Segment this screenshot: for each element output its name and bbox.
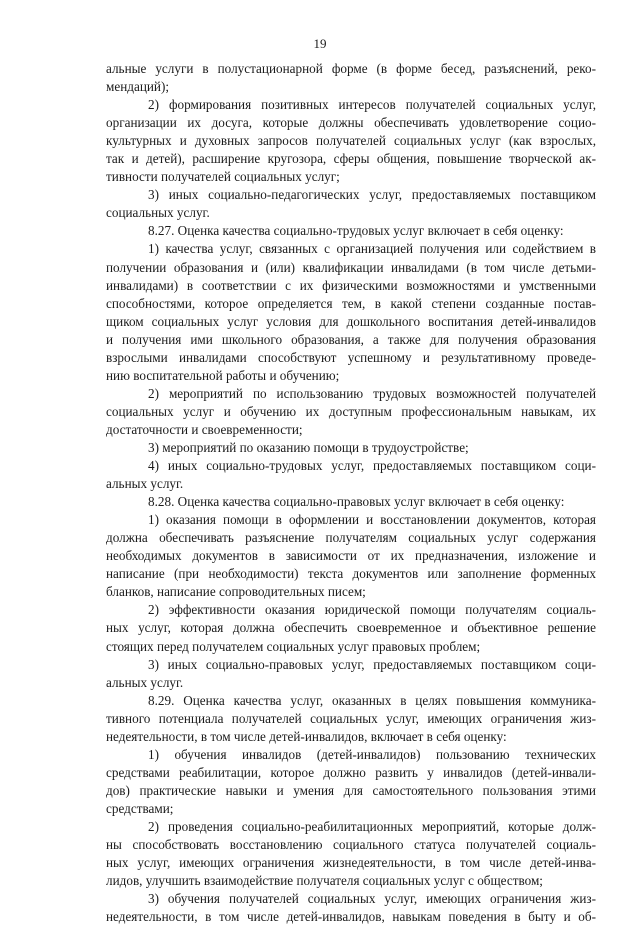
text-line: 3) мероприятий по оказанию помощи в трудоустройстве; — [148, 439, 469, 455]
text-line: получении образования и (или) квалификации инвалидами (в том числе детьми- — [106, 259, 596, 275]
text-line: способностями, которое определяется тем, в какой степени созданные постав- — [106, 295, 596, 311]
text-line: тивности получателей социальных услуг; — [106, 169, 340, 185]
text-line: 3) иных социально-правовых услуг, предоставляемых поставщиком соци- — [148, 656, 596, 672]
text-line: 8.29. Оценка качества услуг, оказанных в целях повышения коммуника- — [148, 692, 596, 708]
text-line: недеятельности, в том числе детей-инвалидов, навыкам поведения в быту и об- — [106, 909, 596, 925]
text-line: 3) иных социально-педагогических услуг, предоставляемых поставщиком — [148, 187, 596, 203]
text-line: 1) обучения инвалидов (детей-инвалидов) пользованию технических — [148, 746, 596, 762]
text-line: достаточности и своевременности; — [106, 421, 303, 437]
text-line: 1) оказания помощи в оформлении и восстановлении документов, которая — [148, 512, 596, 528]
text-line: ны способствовать восстановлению социального статуса получателей социаль- — [106, 837, 596, 853]
text-line: тивного потенциала получателей социальных услуг, имеющих ограничения жиз- — [106, 710, 596, 726]
text-line: культурных и духовных запросов получателей социальных услуг (как взрослых, — [106, 133, 596, 149]
text-line: взрослыми инвалидами способствуют успешному и результативному проведе- — [106, 349, 596, 365]
text-line: 3) обучения получателей социальных услуг, имеющих ограничения жиз- — [148, 891, 596, 907]
text-line: 2) проведения социально-реабилитационных мероприятий, которые долж- — [148, 818, 596, 834]
text-line: написание (при необходимости) текста документов или заполнение форменных — [106, 566, 596, 582]
text-line: инвалидами) в соответствии с их физическими возможностями и умственными — [106, 277, 596, 293]
text-line: и получения ими школьного образования, а также для получения образования — [106, 331, 596, 347]
text-line: лидов, улучшить взаимодействие получателя социальных услуг с обществом; — [106, 873, 543, 889]
text-line: так и детей), расширение кругозора, сферы общения, повышение творческой ак- — [106, 151, 596, 167]
text-line: необходимых документов в зависимости от их предназначения, изложение и — [106, 548, 596, 564]
document-body — [106, 60, 596, 926]
text-line: ных услуг, которая должна обеспечить своевременное и объективное решение — [106, 620, 596, 636]
text-line: ных услуг, имеющих ограничения жизнедеятельности, в том числе детей-инва- — [106, 855, 596, 871]
text-line: альных услуг. — [106, 476, 184, 492]
text-line: средствами реабилитации, которое должно развить у инвалидов (детей-инвали- — [106, 764, 596, 780]
text-line: альные услуги в полустационарной форме (в форме бесед, разъяснений, реко- — [106, 61, 596, 76]
text-line: 2) эффективности оказания юридической помощи получателям социаль- — [148, 602, 596, 618]
text-line: 8.28. Оценка качества социально-правовых услуг включает в себя оценку: — [148, 494, 565, 510]
text-line: социальных услуг и обучению их доступным профессиональным навыкам, их — [106, 403, 596, 419]
text-line: бланков, написание сопроводительных писем; — [106, 584, 366, 600]
text-line: 8.27. Оценка качества социально-трудовых услуг включает в себя оценку: — [148, 223, 564, 239]
text-line: 1) качества услуг, связанных с организацией получения или содействием в — [148, 241, 596, 257]
text-line: средствами; — [106, 800, 174, 816]
text-line: недеятельности, в том числе детей-инвалидов, включает в себя оценку: — [106, 728, 507, 744]
text-line: щиком социальных услуг условия для дошкольного воспитания детей-инвалидов — [106, 313, 596, 329]
text-line: должна обеспечивать разъяснение получателям социальных услуг содержания — [106, 530, 596, 546]
text-line: альных услуг. — [106, 674, 184, 690]
text-line: мендаций); — [106, 79, 170, 95]
text-line: социальных услуг. — [106, 205, 210, 221]
text-line: организации их досуга, которые должны обеспечивать удовлетворение социо- — [106, 115, 596, 131]
text-line: 2) формирования позитивных интересов получателей социальных услуг, — [148, 97, 596, 113]
text-line: нию воспитательной работы и обучению; — [106, 367, 340, 383]
text-line: 2) мероприятий по использованию трудовых возможностей получателей — [148, 385, 596, 401]
text-line: 4) иных социально-трудовых услуг, предоставляемых поставщиком соци- — [148, 458, 596, 474]
text-line: стоящих перед получателем социальных услуг правовых проблем; — [106, 638, 481, 654]
page-number: 19 — [313, 36, 327, 51]
text-line: дов) практические навыки и умения для самостоятельного пользования этими — [106, 782, 596, 798]
